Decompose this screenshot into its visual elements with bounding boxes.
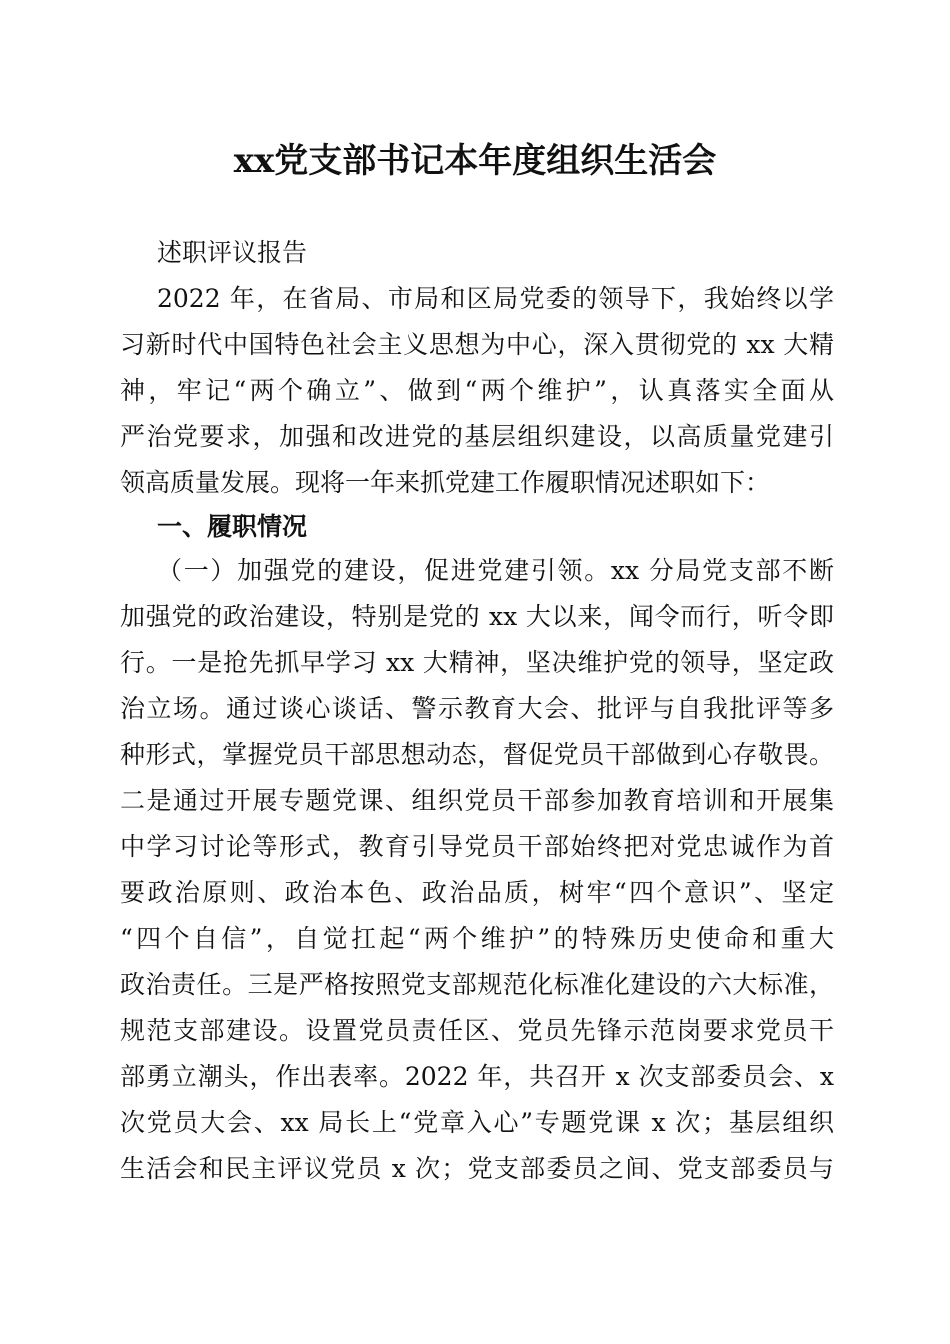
paragraph-line: 要政治原则、政治本色、政治品质，树牢“四个意识”、坚定: [120, 878, 834, 907]
section-heading: 一、履职情况: [157, 512, 308, 541]
paragraph-line: 中学习讨论等形式，教育引导党员干部始终把对党忠诚作为首: [120, 832, 834, 861]
paragraph-line: 行。一是抢先抓早学习 xx 大精神，坚决维护党的领导，坚定政: [120, 648, 834, 677]
paragraph-line: 神，牢记“两个确立”、做到“两个维护”，认真落实全面从: [120, 376, 834, 405]
paragraph-line: 领高质量发展。现将一年来抓党建工作履职情况述职如下：: [120, 468, 771, 497]
document-subtitle: 述职评议报告: [157, 238, 308, 267]
paragraph-line: 部勇立潮头，作出表率。2022 年，共召开 x 次支部委员会、x: [120, 1062, 834, 1091]
paragraph-line: 二是通过开展专题党课、组织党员干部参加教育培训和开展集: [120, 786, 834, 815]
paragraph-line: 规范支部建设。设置党员责任区、党员先锋示范岗要求党员干: [120, 1016, 834, 1045]
paragraph-line: 严治党要求，加强和改进党的基层组织建设，以高质量党建引: [120, 422, 834, 451]
paragraph-line: 政治责任。三是严格按照党支部规范化标准化建设的六大标准，: [120, 970, 834, 999]
paragraph-line: 次党员大会、xx 局长上“党章入心”专题党课 x 次；基层组织: [120, 1108, 834, 1137]
paragraph-line: 习新时代中国特色社会主义思想为中心，深入贯彻党的 xx 大精: [120, 330, 834, 359]
paragraph-line: 2022 年，在省局、市局和区局党委的领导下，我始终以学: [157, 284, 834, 313]
paragraph-line: 生活会和民主评议党员 x 次；党支部委员之间、党支部委员与: [120, 1154, 834, 1183]
paragraph-line: 加强党的政治建设，特别是党的 xx 大以来，闻令而行，听令即: [120, 602, 834, 631]
document-title: xx党支部书记本年度组织生活会: [233, 141, 717, 181]
paragraph-line: （一）加强党的建设，促进党建引领。xx 分局党支部不断: [157, 556, 834, 585]
paragraph-line: “四个自信”，自觉扛起“两个维护”的特殊历史使命和重大: [120, 924, 834, 953]
paragraph-line: 治立场。通过谈心谈话、警示教育大会、批评与自我批评等多: [120, 694, 834, 723]
paragraph-line: 种形式，掌握党员干部思想动态，督促党员干部做到心存敬畏。: [120, 740, 834, 769]
